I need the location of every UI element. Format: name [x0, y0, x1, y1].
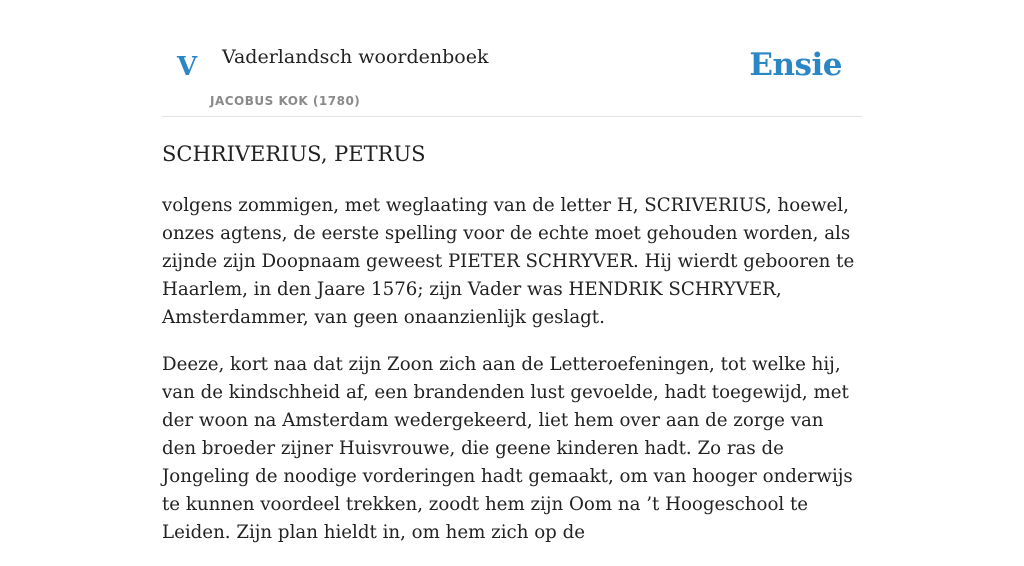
book-author: JACOBUS KOK (1780) — [210, 94, 361, 108]
letter-v-icon[interactable]: V — [177, 52, 198, 82]
page-container — [162, 0, 862, 543]
entry-paragraph-2: Deeze, kort naa dat zijn Zoon zich aan de Letteroefeningen, tot welke hij, van de kindschheid af, een brandenden lust gevoelde, hadt toegewijd, met der woon na Amsterdam wedergekeerd, liet hem over aan de zorge van den broeder zijner Huisvrouwe, die geene kinderen hadt. Zo ras de Jongeling de noodige vorderingen hadt gemaakt, om van hooger onderwijs te kunnen voordeel trekken, zoodt hem zijn Oom na ’t Hoogeschool te Leiden. Zijn plan hieldt in, om hem zich op de — [162, 354, 853, 543]
ensie-logo[interactable]: Ensie — [749, 47, 842, 83]
header — [162, 0, 862, 117]
entry-title: SCHRIVERIUS, PETRUS — [162, 142, 426, 166]
entry-paragraph-1: volgens zommigen, met weglaating van de letter H, SCRIVERIUS, hoewel, onzes agtens, de eerste spelling voor de echte moet gehouden worden, als zijnde zijn Doopnaam geweest PIETER SCHRYVER. Hij wierdt gebooren te Haarlem, in den Jaare 1576; zijn Vader was HENDRIK SCHRYVER, Amsterdammer, van geen onaanzienlijk geslagt. — [162, 195, 855, 328]
book-title[interactable]: Vaderlandsch woordenboek — [222, 46, 489, 68]
entry-body — [162, 192, 862, 566]
